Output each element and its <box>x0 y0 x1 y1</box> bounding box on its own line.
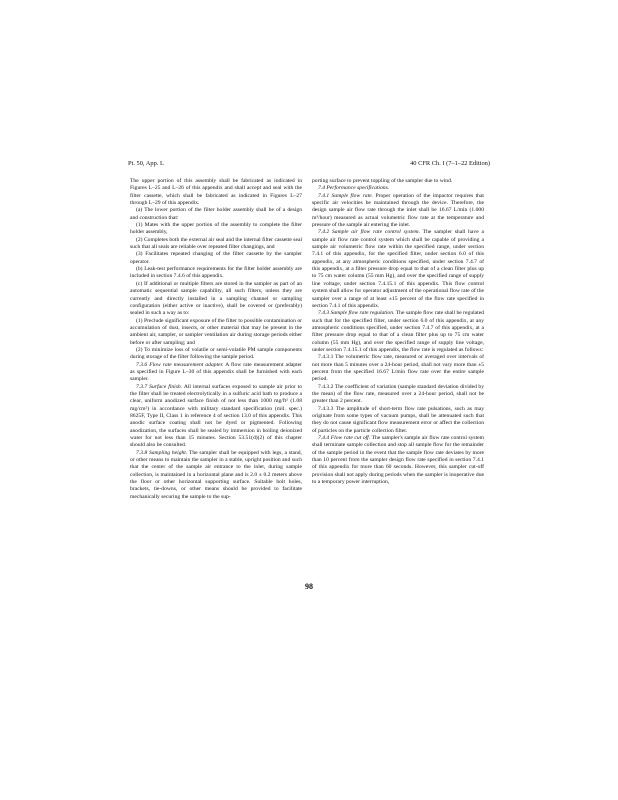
paragraph-text: (1) Preclude significant exposure of the filter to possible contamination or accumulation of dust, insects, or other material that may be present in the ambient air, sampler, or sampler ventilation air during storage periods either before or after sampling; and <box>130 317 302 346</box>
left-text-column <box>130 178 302 501</box>
section-heading: 7.3.8 Sampling height. <box>136 449 188 456</box>
paragraph-text: Proper operation of the impactor requires that specific air velocities be maintained through the device. Therefore, the design sample air flow rate through the inlet shall be 16.67 L/min (1.000 m³/hour) measured as actual volumetric flow rate at the temperature and pressure of the sample air entering the inlet. <box>312 192 484 229</box>
header-cfr-title: 40 CFR Ch. I (7–1–22 Edition) <box>410 160 490 167</box>
paragraph <box>130 222 302 237</box>
section-heading: 7.3.6 Flow rate measurement adapter. <box>136 361 224 368</box>
section-heading: 7.4.3 Sample flow rate regulation. <box>318 310 395 317</box>
paragraph-text: (2) To minimize loss of volatile or semi-volatile PM sample components during storage of the filter following the sample period. <box>130 346 302 361</box>
section-heading: 7.4 Performance specifications. <box>318 185 390 192</box>
paragraph-text: 7.4.3.2 The coefficient of variation (sample standard deviation divided by the mean) of the flow rate, measured over a 24-hour period, shall not be greater than 2 percent. <box>312 383 484 405</box>
paragraph-text: The sampler shall be equipped with legs, a stand, or other means to maintain the sampler in a stable, upright position and such that the center of the sample air entrance to the inlet, during sample collection, is maintained in a horizontal plane and is 2.0 ± 0.2 meters above the floor or other horizontal supporting surface. Suitable bolt holes, brackets, tie-downs, or other means should be provided to facilitate mechanically securing the sample to the sup- <box>130 449 302 500</box>
paragraph <box>130 318 302 347</box>
section-heading: 7.4.4 Flow rate cut off. <box>318 435 371 442</box>
paragraph <box>130 362 302 384</box>
paragraph-text: (b) Leak-test performance requirements for the filter holder assembly are included in section 7.4.6 of this appendix. <box>130 266 302 280</box>
paragraph <box>312 435 484 486</box>
paragraph-text: (3) Facilitates repeated changing of the filter cassette by the sampler operator. <box>130 251 302 265</box>
paragraph-text: A flow rate measurement adapter as specified in Figure L–30 of this appendix shall be furnished with each sampler. <box>130 361 302 383</box>
paragraph-text: The sampler shall have a sample air flow rate control system which shall be capable of providing a sample air volumetric flow rate within the specified range, under section 7.4.1 of this appendix, for the specified filter, under section 6.0 of this appendix, at any atmospheric conditions specified, under section 7.4.7 of this appendix, at a filter pressure drop equal to that of a clean filter plus up to 75 cm water column (55 mm Hg), and over the specified range of supply line voltage, under section 7.4.15.1 of this appendix. This flow control system shall allow for operator adjustment of the operational flow rate of the sampler over a range of at least ±15 percent of the flow rate specified in section 7.4.1 of this appendix. <box>312 229 484 309</box>
paragraph <box>130 237 302 252</box>
paragraph-text: The upper portion of this assembly shall be fabricated as indicated in Figures L–25 and L–26 of this appendix and shall accept and seal with the filter cassette, which shall be fabricated as indicated in Figures L–27 through L–29 of this appendix. <box>130 178 302 207</box>
section-heading: 7.4.2 Sample air flow rate control system. <box>318 229 420 236</box>
paragraph-text: The sampler's sample air flow rate control system shall terminate sample collection and stop all sample flow for the remainder of the sample period in the event that the sample flow rate deviates by more than 10 percent from the sampler design flow rate specified in section 7.4.1 of this appendix for more than 60 seconds. However, this sampler cut-off provision shall not apply during periods when the sampler is inoperative due to a temporary power interruption, <box>312 435 484 486</box>
page-number: 98 <box>305 582 313 591</box>
paragraph <box>312 384 484 406</box>
paragraph <box>130 347 302 362</box>
header-part-appendix: Pt. 50, App. L <box>128 160 164 167</box>
paragraph <box>312 185 484 192</box>
paragraph-text: porting surface to prevent toppling of the sampler due to wind. <box>312 178 453 184</box>
paragraph <box>312 354 484 383</box>
paragraph <box>312 229 484 310</box>
paragraph-text: All internal surfaces exposed to sample air prior to the filter shall be treated electrolytically in a sulfuric acid bath to produce a clear, uniform anodized surface finish of not less than 1000 mg/ft² (1.08 mg/cm²) in accordance with military standard specification (mil. spec.) 8625F, Type II, Class 1 in reference 4 of section 13.0 of this appendix. This anodic surface coating shall not be dyed or pigmented. Following anodization, the surfaces shall be sealed by immersion in boiling deionized water for not less than 15 minutes. Section 53.51(d)(2) of this chapter should also be consulted. <box>130 383 303 449</box>
paragraph-text: (1) Mates with the upper portion of the assembly to complete the filter holder assembly, <box>130 222 302 236</box>
paragraph <box>312 310 484 354</box>
paragraph <box>130 281 302 318</box>
section-heading: 7.4.1 Sample flow rate. <box>318 192 374 199</box>
paragraph-text: (2) Completes both the external air seal and the internal filter cassette seal such that all seals are reliable over repeated filter changings, and <box>130 236 302 251</box>
paragraph <box>130 266 302 281</box>
paragraph-text: (a) The lower portion of the filter holder assembly shall be of a design and construction that: <box>130 207 302 221</box>
paragraph <box>312 193 484 230</box>
paragraph <box>130 450 302 501</box>
paragraph <box>130 207 302 222</box>
paragraph-text: (c) If additional or multiple filters are stored in the sampler as part of an automatic sequential sample capability, all such filters, unless they are currently and directly installed in a sampling channel or sampling configuration (either active or inactive), shall be covered or (preferably) sealed in such a way as to: <box>130 280 302 317</box>
paragraph-text: The sample flow rate shall be regulated such that for the specified filter, under section 6.0 of this appendix, at any atmospheric conditions specified, under section 7.4.7 of this appendix, at a filter pressure drop equal to that of a clean filter plus up to 75 cm water column (55 mm Hg), and over the specified range of supply line voltage, under section 7.4.15.1 of this appendix, the flow rate is regulated as follows: <box>312 310 484 353</box>
paragraph <box>130 384 302 450</box>
paragraph <box>312 406 484 435</box>
paragraph-text: 7.4.3.3 The amplitude of short-term flow rate pulsations, such as may originate from some types of vacuum pumps, shall be attenuated such that they do not cause significant flow measurement error or affect the collection of particles on the particle collection filter. <box>312 405 484 434</box>
paragraph <box>130 178 302 207</box>
right-text-column <box>312 178 484 486</box>
running-header <box>128 160 490 170</box>
section-heading: 7.3.7 Surface finish. <box>136 383 183 390</box>
paragraph-text: 7.4.3.1 The volumetric flow rate, measured or averaged over intervals of not more than 5 minutes over a 24-hour period, shall not vary more than ±5 percent from the specified 16.67 L/min flow rate over the entire sample period. <box>312 354 484 383</box>
paragraph <box>130 251 302 266</box>
